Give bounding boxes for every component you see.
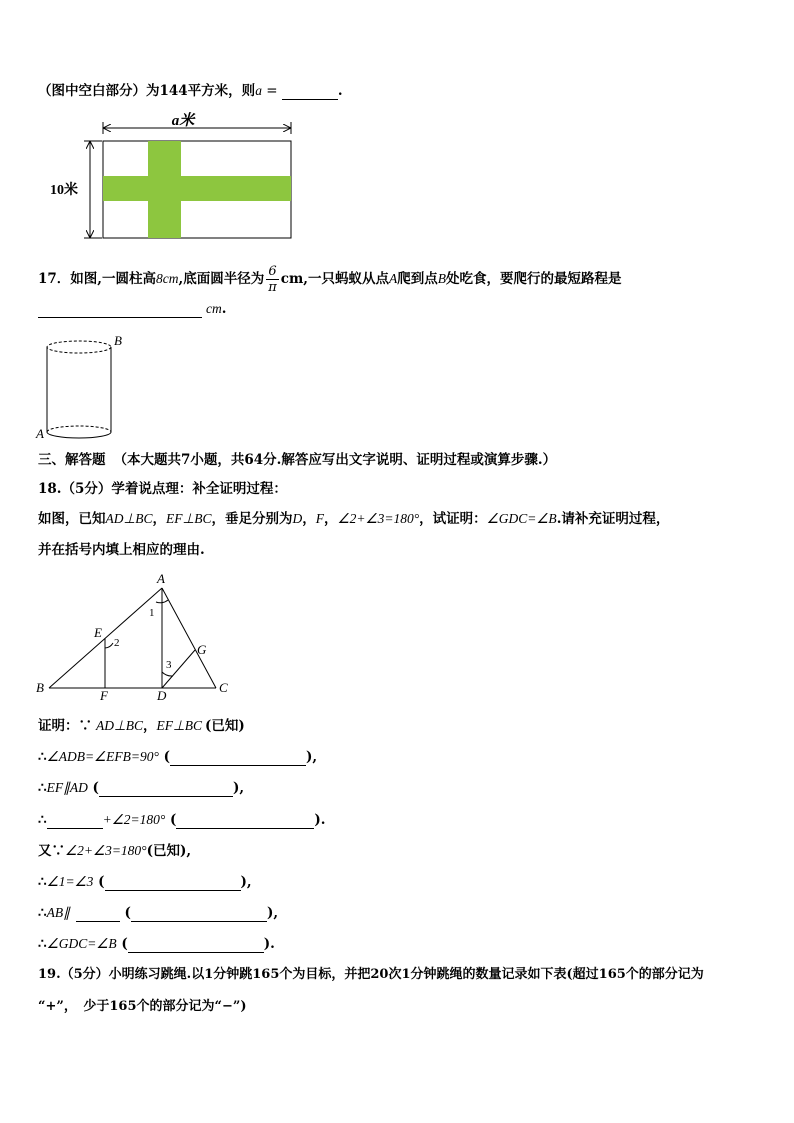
q17-point-b: B [437,271,446,286]
p2-c: ), [232,780,245,796]
p1-b: ( [158,749,170,765]
q17-unit: cm [206,301,222,316]
p2-a: ∴ [38,780,47,796]
p2-reason-blank[interactable] [99,782,233,797]
q17-text5: 处吃食，要爬行的最短路程是 [445,271,622,287]
q17-point-a: A [388,271,398,286]
q19-line1: 19.（5分）小明练习跳绳.以1分钟跳165个为目标，并把20次1分钟跳绳的数量记录如下表(超过165个的部分记为 [38,967,704,982]
p6-reason-blank[interactable] [131,907,267,922]
q18-l1-f: F [315,511,325,526]
p3-fill-blank[interactable] [47,814,103,829]
q17-label-b: B [114,333,122,348]
p2-eq: EF∥AD [46,780,88,795]
q17-cylinder-figure [34,330,134,445]
q16-left-label: 10米 [50,183,78,198]
p3-c: ( [165,812,177,828]
q18-l1-d: D [292,511,303,526]
p3-a: ∴ [38,812,47,828]
p6-c: ), [266,905,279,921]
q16-cross-horizontal [103,176,291,201]
p4-b: (已知), [146,843,192,859]
p4-a: 又∵ [38,843,65,859]
q17-end: . [221,301,227,317]
q18-l1-sep2: ， [302,511,316,527]
section3-heading [38,451,556,469]
q18-label-g: G [197,642,207,657]
q18-label-e: E [94,625,102,640]
q17-text4: 爬到点 [397,271,438,287]
p7-a: ∴ [38,936,47,952]
p6-eq: AB∥ [46,905,70,920]
p0-a: 证明：∵ [38,718,92,734]
p1-a: ∴ [38,749,47,765]
q17-frac-num: 6 [266,264,279,280]
q18-label-c: C [219,680,228,695]
q17-text3: cm,一只蚂蚁从点 [280,271,389,287]
p7-c: ). [263,936,275,952]
q18-proof-line4 [38,842,191,860]
p2-b: ( [87,780,99,796]
q18-header: 18.（5分）学着说点理：补全证明过程： [38,481,287,497]
q18-angle-3: 3 [166,659,172,671]
q18-statement-line2: 并在括号内填上相应的理由. [38,542,205,558]
q18-label-f: F [100,688,108,700]
p0-ef: EF⊥BC [156,718,203,733]
q18-proof-line5 [38,873,252,891]
p3-reason-blank[interactable] [176,814,314,829]
q17-radius-fraction [266,264,279,295]
q18-l1-d2: .请补充证明过程， [556,511,670,527]
q18-l1-goal: ∠GDC=∠B [486,511,557,526]
q17-text-line [38,264,621,295]
q16-answer-blank[interactable] [282,85,338,100]
p1-c: ), [306,749,318,765]
q18-l1-c: ，试证明： [419,511,487,527]
p1-eq: ∠ADB=∠EFB=90° [46,749,159,764]
q18-angle-2: 2 [114,637,120,649]
p0-ad: AD⊥BC [96,718,144,733]
p3-b: +∠2=180° [102,812,166,827]
q18-l1-a: 如图，已知 [38,511,106,527]
q17-label-a: A [36,426,44,441]
p5-a: ∴ [38,874,47,890]
q18-l1-angles: ∠2+∠3=180° [337,511,420,526]
p7-b: ( [116,936,128,952]
q18-label-b: B [36,680,44,695]
section3-title: 三、解答题 [38,452,106,468]
q18-l1-sep1: ， [152,511,167,527]
q17-height: 8cm [156,271,179,286]
p7-eq: ∠GDC=∠B [46,936,117,951]
q16-rectangle-figure [40,110,310,245]
p5-eq: ∠1=∠3 [46,874,94,889]
p4-eq: ∠2+∠3=180° [65,843,147,858]
q19-line2: “+”， 少于165个的部分记为“−”) [38,999,247,1014]
q16-var-a: a [255,83,262,98]
q17-answer-line [38,300,226,318]
q18-proof-line7 [38,935,275,953]
q17-text1: 如图,一圆柱高 [70,271,156,287]
q16-text-line [38,82,343,100]
p3-d: ). [314,812,326,828]
p6-b: ( [119,905,131,921]
p0-b: (已知) [205,718,245,734]
q18-angle-1: 1 [149,607,155,619]
p5-c: ), [240,874,252,890]
q16-equals: = [261,83,282,99]
q16-top-label: a米 [171,113,195,129]
q18-proof-line3 [38,811,326,829]
p6-a: ∴ [38,905,47,921]
p6-fill-blank[interactable] [76,907,120,922]
q18-statement-line1 [38,510,669,528]
q16-end: . [337,83,343,99]
q18-proof-line1 [38,748,317,766]
q18-l1-sep3: ， [324,511,338,527]
q18-triangle-figure [34,570,244,700]
q17-answer-blank[interactable] [38,303,202,318]
q17-frac-den: π [268,280,277,295]
q18-proof-line2 [38,779,244,797]
q18-l1-ef: EF⊥BC [166,511,212,526]
q17-number: 17． [38,271,71,287]
q18-label-d: D [157,688,167,700]
p5-b: ( [93,874,105,890]
q18-label-a: A [157,571,165,586]
q18-l1-b: ，垂足分别为 [211,511,293,527]
p5-reason-blank[interactable] [105,876,241,891]
p0-sep: ， [143,718,157,734]
q16-tail-text: （图中空白部分）为144平方米，则 [38,83,256,99]
section3-note: （本大题共7小题，共64分.解答应写出文字说明、证明过程或演算步骤.） [113,452,557,468]
p1-reason-blank[interactable] [170,751,306,766]
q18-l1-ad: AD⊥BC [105,511,153,526]
q17-text2: ,底面圆半径为 [178,271,265,287]
p7-reason-blank[interactable] [128,938,264,953]
q18-proof-line0 [38,717,245,735]
q18-proof-line6 [38,904,278,922]
